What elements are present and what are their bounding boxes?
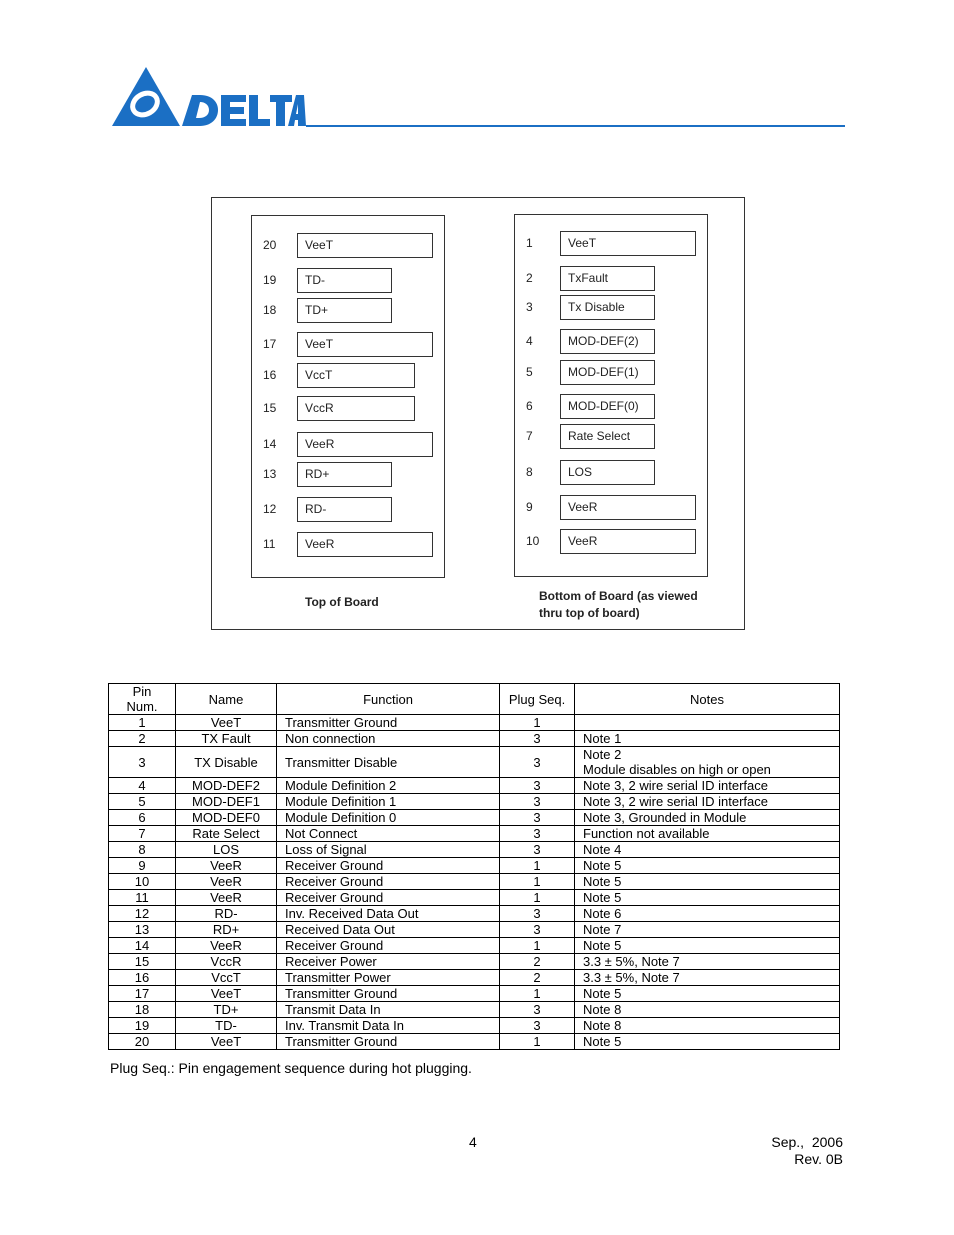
top-of-board-caption: Top of Board [305, 595, 379, 609]
pin-label-box: MOD-DEF(2) [560, 329, 655, 354]
header-function: Function [277, 684, 500, 715]
name-cell: MOD-DEF2 [176, 778, 277, 794]
name-cell: MOD-DEF1 [176, 794, 277, 810]
page-number: 4 [469, 1134, 477, 1150]
function-cell: Transmit Data In [277, 1002, 500, 1018]
name-cell: TD+ [176, 1002, 277, 1018]
notes-cell [575, 922, 840, 938]
plug-seq-cell: 3 [500, 826, 575, 842]
bottom-of-board-panel [514, 214, 708, 577]
note-line: 3.3 ± 5%, Note 7 [583, 970, 680, 985]
pin-label-box: TxFault [560, 266, 655, 291]
bottom-of-board-caption [539, 588, 698, 622]
function-cell: Receiver Power [277, 954, 500, 970]
table-row [109, 986, 840, 1002]
plug-seq-cell: 2 [500, 970, 575, 986]
name-cell: VccR [176, 954, 277, 970]
plug-seq-cell: 3 [500, 747, 575, 778]
note-line: Note 3, 2 wire serial ID interface [583, 794, 768, 809]
pin-number: 5 [526, 365, 533, 379]
plug-seq-cell: 3 [500, 778, 575, 794]
pin-label-box: TD+ [297, 298, 392, 323]
header-pin-num: Pin Num. [109, 684, 176, 715]
note-line: Note 2 [583, 747, 622, 762]
pin-label-box: MOD-DEF(1) [560, 360, 655, 385]
pin-definition-table [108, 683, 840, 1050]
pin-label-box: Tx Disable [560, 295, 655, 320]
note-line: Note 5 [583, 986, 622, 1001]
notes-cell [575, 954, 840, 970]
name-cell: VeeR [176, 858, 277, 874]
pin-num-cell: 3 [109, 747, 176, 778]
name-cell: TX Fault [176, 731, 277, 747]
function-cell: Receiver Ground [277, 874, 500, 890]
table-row [109, 826, 840, 842]
plug-seq-cell: 3 [500, 794, 575, 810]
table-row [109, 1002, 840, 1018]
plug-seq-cell: 3 [500, 842, 575, 858]
function-cell: Module Definition 1 [277, 794, 500, 810]
function-cell: Transmitter Ground [277, 986, 500, 1002]
notes-cell [575, 890, 840, 906]
notes-cell [575, 1018, 840, 1034]
table-row [109, 906, 840, 922]
note-line: Note 3, 2 wire serial ID interface [583, 778, 768, 793]
header-plug-seq: Plug Seq. [500, 684, 575, 715]
note-line: Note 5 [583, 938, 622, 953]
plug-seq-cell: 2 [500, 954, 575, 970]
table-row [109, 810, 840, 826]
note-line: Note 5 [583, 1034, 622, 1049]
name-cell: MOD-DEF0 [176, 810, 277, 826]
name-cell: VeeR [176, 874, 277, 890]
table-row [109, 922, 840, 938]
notes-cell [575, 794, 840, 810]
plug-seq-cell: 3 [500, 906, 575, 922]
pin-num-cell: 8 [109, 842, 176, 858]
table-row [109, 1018, 840, 1034]
function-cell: Received Data Out [277, 922, 500, 938]
function-cell: Receiver Ground [277, 938, 500, 954]
pin-label-box: VccR [297, 396, 415, 421]
name-cell: VeeT [176, 1034, 277, 1050]
plug-seq-cell: 1 [500, 938, 575, 954]
function-cell: Transmitter Disable [277, 747, 500, 778]
function-cell: Inv. Transmit Data In [277, 1018, 500, 1034]
pin-num-cell: 7 [109, 826, 176, 842]
notes-cell [575, 1002, 840, 1018]
header-name: Name [176, 684, 277, 715]
plug-seq-footnote: Plug Seq.: Pin engagement sequence during hot plugging. [110, 1060, 472, 1076]
plug-seq-cell: 1 [500, 890, 575, 906]
note-line: Note 1 [583, 731, 622, 746]
notes-cell [575, 986, 840, 1002]
plug-seq-cell: 1 [500, 1034, 575, 1050]
name-cell: Rate Select [176, 826, 277, 842]
table-row [109, 842, 840, 858]
table-row [109, 715, 840, 731]
header-rule [306, 125, 845, 127]
note-line: Note 8 [583, 1018, 622, 1033]
table-row [109, 747, 840, 778]
function-cell: Receiver Ground [277, 858, 500, 874]
delta-logo [110, 64, 306, 128]
name-cell: TD- [176, 1018, 277, 1034]
table-row [109, 794, 840, 810]
notes-cell [575, 1034, 840, 1050]
pin-number: 9 [526, 500, 533, 514]
function-cell: Transmitter Power [277, 970, 500, 986]
pin-num-cell: 14 [109, 938, 176, 954]
function-cell: Receiver Ground [277, 890, 500, 906]
table-header-row [109, 684, 840, 715]
pin-num-cell: 4 [109, 778, 176, 794]
pin-num-cell: 16 [109, 970, 176, 986]
pin-number: 18 [263, 303, 277, 317]
revision-number: Rev. 0B [794, 1151, 843, 1167]
name-cell: RD- [176, 906, 277, 922]
pin-num-cell: 19 [109, 1018, 176, 1034]
pin-num-cell: 9 [109, 858, 176, 874]
pin-num-cell: 5 [109, 794, 176, 810]
notes-cell [575, 906, 840, 922]
function-cell: Non connection [277, 731, 500, 747]
pin-number: 4 [526, 334, 533, 348]
table-row [109, 778, 840, 794]
pin-num-cell: 13 [109, 922, 176, 938]
top-of-board-panel [251, 215, 445, 578]
plug-seq-cell: 3 [500, 922, 575, 938]
pin-number: 3 [526, 300, 533, 314]
note-line: Module disables on high or open [583, 762, 771, 777]
pin-number: 20 [263, 238, 277, 252]
notes-cell [575, 874, 840, 890]
note-line: Note 4 [583, 842, 622, 857]
plug-seq-cell: 3 [500, 1018, 575, 1034]
pin-label-box: VeeR [560, 529, 696, 554]
pin-number: 8 [526, 465, 533, 479]
notes-cell [575, 715, 840, 731]
name-cell: TX Disable [176, 747, 277, 778]
note-line: Note 7 [583, 922, 622, 937]
name-cell: VeeT [176, 986, 277, 1002]
table-row [109, 970, 840, 986]
pin-number: 10 [526, 534, 540, 548]
notes-cell [575, 778, 840, 794]
note-line: Note 3, Grounded in Module [583, 810, 747, 825]
pin-label-box: VeeT [297, 233, 433, 258]
name-cell: VeeT [176, 715, 277, 731]
note-line: Note 5 [583, 874, 622, 889]
pin-label-box: VeeR [297, 532, 433, 557]
function-cell: Loss of Signal [277, 842, 500, 858]
note-line: Note 8 [583, 1002, 622, 1017]
name-cell: RD+ [176, 922, 277, 938]
plug-seq-cell: 1 [500, 715, 575, 731]
function-cell: Not Connect [277, 826, 500, 842]
pin-num-cell: 15 [109, 954, 176, 970]
pin-number: 15 [263, 401, 277, 415]
pin-num-cell: 11 [109, 890, 176, 906]
plug-seq-cell: 1 [500, 874, 575, 890]
revision-info [771, 1134, 843, 1168]
pin-number: 14 [263, 437, 277, 451]
function-cell: Transmitter Ground [277, 1034, 500, 1050]
pin-num-cell: 1 [109, 715, 176, 731]
revision-date: Sep., 2006 [771, 1134, 843, 1150]
pin-num-cell: 17 [109, 986, 176, 1002]
note-line: Function not available [583, 826, 710, 841]
pin-label-box: VeeT [560, 231, 696, 256]
pin-diagram [211, 197, 745, 630]
pin-label-box: VeeT [297, 332, 433, 357]
bottom-caption-line-1: Bottom of Board (as viewed [539, 589, 698, 603]
table-row [109, 858, 840, 874]
note-line: 3.3 ± 5%, Note 7 [583, 954, 680, 969]
plug-seq-cell: 3 [500, 1002, 575, 1018]
function-cell: Module Definition 2 [277, 778, 500, 794]
pin-number: 11 [263, 537, 276, 551]
name-cell: LOS [176, 842, 277, 858]
function-cell: Module Definition 0 [277, 810, 500, 826]
pin-number: 12 [263, 502, 277, 516]
pin-number: 6 [526, 399, 533, 413]
table-row [109, 890, 840, 906]
notes-cell [575, 858, 840, 874]
note-line: Note 5 [583, 890, 622, 905]
pin-num-cell: 12 [109, 906, 176, 922]
pin-label-box: Rate Select [560, 424, 655, 449]
table-row [109, 938, 840, 954]
pin-number: 17 [263, 337, 277, 351]
table-row [109, 1034, 840, 1050]
note-line: Note 5 [583, 858, 622, 873]
table-row [109, 731, 840, 747]
pin-number: 7 [526, 429, 533, 443]
name-cell: VeeR [176, 938, 277, 954]
pin-label-box: RD+ [297, 462, 392, 487]
notes-cell [575, 970, 840, 986]
table-row [109, 874, 840, 890]
pin-label-box: VccT [297, 363, 415, 388]
note-line: Note 6 [583, 906, 622, 921]
pin-label-box: LOS [560, 460, 655, 485]
pin-number: 13 [263, 467, 277, 481]
plug-seq-cell: 1 [500, 986, 575, 1002]
function-cell: Inv. Received Data Out [277, 906, 500, 922]
pin-num-cell: 6 [109, 810, 176, 826]
pin-label-box: MOD-DEF(0) [560, 394, 655, 419]
pin-label-box: VeeR [297, 432, 433, 457]
pin-number: 16 [263, 368, 277, 382]
notes-cell [575, 747, 840, 778]
plug-seq-cell: 1 [500, 858, 575, 874]
bottom-caption-line-2: thru top of board) [539, 606, 640, 620]
pin-label-box: RD- [297, 497, 392, 522]
table-row [109, 954, 840, 970]
function-cell: Transmitter Ground [277, 715, 500, 731]
pin-num-cell: 2 [109, 731, 176, 747]
pin-number: 1 [526, 236, 533, 250]
pin-num-cell: 20 [109, 1034, 176, 1050]
name-cell: VccT [176, 970, 277, 986]
pin-label-box: VeeR [560, 495, 696, 520]
notes-cell [575, 731, 840, 747]
notes-cell [575, 938, 840, 954]
notes-cell [575, 810, 840, 826]
notes-cell [575, 842, 840, 858]
pin-number: 2 [526, 271, 533, 285]
pin-num-cell: 10 [109, 874, 176, 890]
pin-label-box: TD- [297, 268, 392, 293]
header-notes: Notes [575, 684, 840, 715]
pin-number: 19 [263, 273, 277, 287]
name-cell: VeeR [176, 890, 277, 906]
plug-seq-cell: 3 [500, 810, 575, 826]
plug-seq-cell: 3 [500, 731, 575, 747]
pin-num-cell: 18 [109, 1002, 176, 1018]
notes-cell [575, 826, 840, 842]
